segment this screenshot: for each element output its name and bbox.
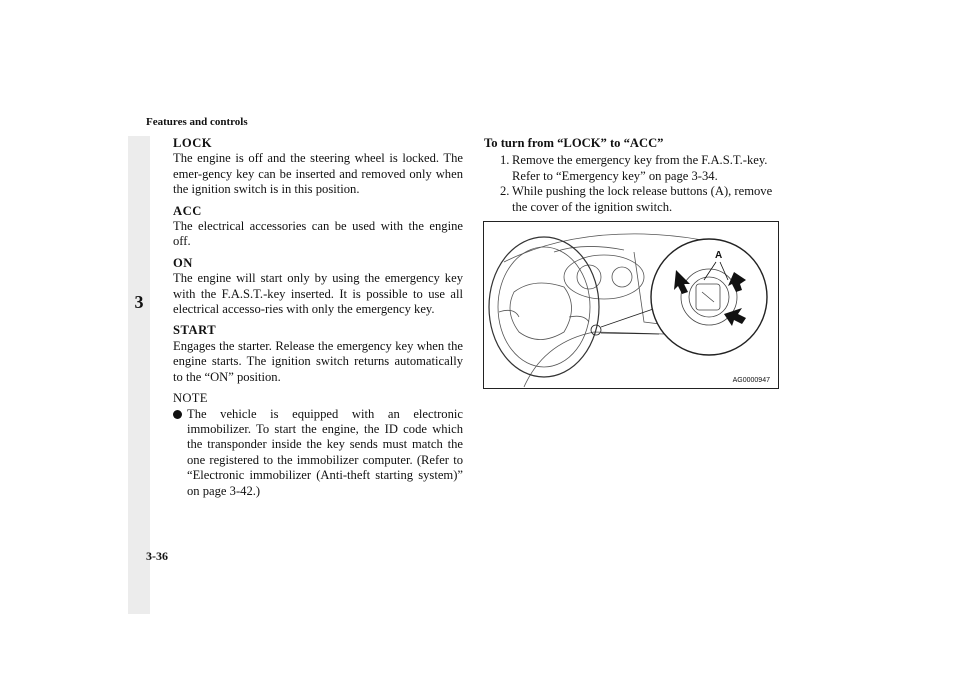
lock-entry [173,136,463,198]
step-1-reference: Refer to “Emergency key” on page 3-34. [512,168,718,183]
right-column [484,136,774,215]
note-block [173,391,463,499]
figure-code: AG0000947 [732,377,770,384]
procedure-heading: To turn from “LOCK” to “ACC” [484,136,664,150]
ignition-switch-figure [483,221,779,389]
callout-label-a: A [715,250,723,261]
lock-text: The engine is off and the steering wheel is locked. The emer-gency key can be inserted and removed only when the ignition switch is in this position. [173,151,463,197]
note-item-text: The vehicle is equipped with an electronic immobilizer. To start the engine, the ID code which the transponder inside the key sends must match the one registered to the immobilizer computer. (Refer to “Electronic immobilizer (Anti-theft starting system)” on page 3-42.) [187,406,463,498]
lock-term: LOCK [173,136,213,150]
step-2-text: While pushing the lock release buttons (A), remove the cover of the ignition switch. [512,184,773,214]
start-term: START [173,323,217,338]
step-1-number: 1. [500,153,510,168]
chapter-tab [128,136,150,614]
step-2 [484,184,774,215]
dashboard-illustration [484,222,778,388]
acc-term: ACC [173,203,202,218]
step-2-number: 2. [500,184,510,199]
left-column [173,136,463,505]
start-entry [173,323,463,385]
section-header: Features and controls [146,116,248,128]
acc-entry [173,204,463,250]
chapter-number: 3 [134,292,144,312]
acc-text: The electrical accessories can be used with the engine off. [173,219,463,249]
bullet-icon [173,410,182,419]
on-text: The engine will start only by using the emergency key with the F.A.S.T.-key inserted. It is possible to use all electrical accesso-ries with only the emergency key. [173,271,463,317]
start-text: Engages the starter. Release the emergency key when the engine starts. The ignition switch returns automatically to the “ON” position. [173,338,463,384]
step-1 [484,153,774,168]
page-number: 3-36 [146,549,168,563]
on-entry [173,256,463,318]
note-label: NOTE [173,391,208,406]
note-item [173,407,463,499]
on-term: ON [173,255,193,270]
step-1-text: Remove the emergency key from the F.A.S.T.-key. [512,153,768,168]
